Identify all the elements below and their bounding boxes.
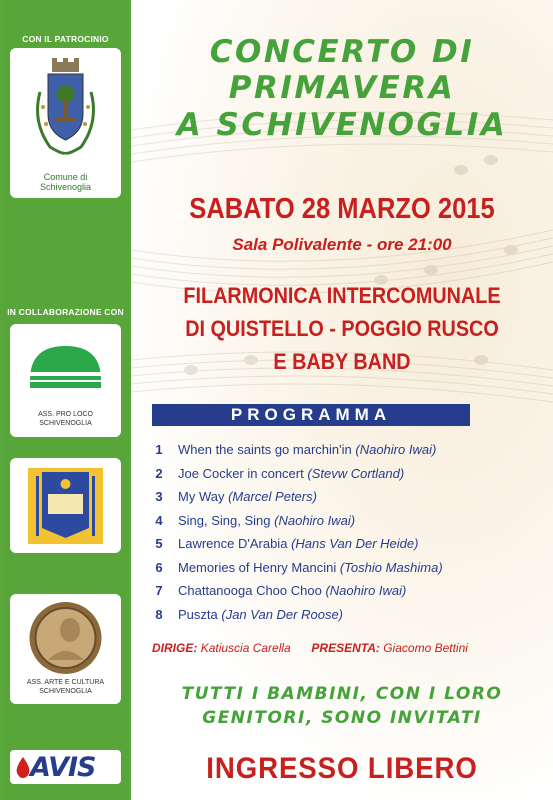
item-song: Lawrence D'Arabia <box>178 536 288 551</box>
band-line-2: DI QUISTELLO - POGGIO RUSCO <box>185 316 499 341</box>
item-number: 3 <box>155 489 163 504</box>
avis-logo <box>10 750 121 784</box>
band-banner-icon <box>10 458 121 553</box>
item-song: Puszta <box>178 606 218 622</box>
title-line-2: PRIMAVERA <box>228 70 456 106</box>
collaborazione-label: IN COLLABORAZIONE CON <box>7 307 124 317</box>
medallion-portrait-icon <box>10 598 121 678</box>
item-song: Memories of Henry Mancini <box>178 559 337 575</box>
title-line-1: CONCERTO DI <box>209 34 475 70</box>
event-venue: Sala Polivalente - ore 21:00 <box>232 235 452 254</box>
proloco-logo <box>10 324 121 437</box>
arte-caption-2: SCHIVENOGLIA <box>39 688 92 695</box>
item-number: 6 <box>155 559 163 575</box>
item-composer: (Jan Van Der Roose) <box>221 606 344 622</box>
item-song: When the saints go marchin'in <box>178 442 352 457</box>
invito-line-2: GENITORI, SONO INVITATI <box>202 708 482 728</box>
comune-logo <box>10 48 121 198</box>
item-number: 8 <box>155 606 163 622</box>
ingresso-libero: INGRESSO LIBERO <box>206 752 478 785</box>
item-composer: (Naohiro Iwai) <box>355 442 437 457</box>
coat-of-arms-icon <box>10 52 121 172</box>
item-composer: (Marcel Peters) <box>228 489 317 504</box>
item-song: Joe Cocker in concert <box>178 465 304 481</box>
patrocinio-label: CON IL PATROCINIO <box>22 34 109 44</box>
band-emblem-logo <box>10 458 121 553</box>
item-song: Sing, Sing, Sing <box>178 512 271 528</box>
dirige-label: DIRIGE: <box>152 641 198 655</box>
item-number: 7 <box>155 583 163 598</box>
item-composer: (Toshio Mashima) <box>339 559 443 575</box>
item-composer: (Stevw Cortland) <box>307 465 405 481</box>
item-number: 1 <box>155 442 163 457</box>
proloco-icon <box>10 334 121 414</box>
proloco-caption-1: ASS. PRO LOCO <box>38 411 93 418</box>
band-line-3: E BABY BAND <box>273 349 411 374</box>
presenta-name: Giacomo Bettini <box>383 641 468 655</box>
invito-line-1: TUTTI I BAMBINI, CON I LORO <box>181 684 503 704</box>
item-number: 2 <box>155 465 163 481</box>
comune-caption-2: Schivenoglia <box>39 182 92 192</box>
event-date: SABATO 28 MARZO 2015 <box>189 193 495 225</box>
avis-logo-text: AVIS <box>30 752 96 783</box>
item-composer: (Naohiro Iwai) <box>274 512 356 528</box>
arte-caption-1: ASS. ARTE E CULTURA <box>26 679 105 686</box>
title-line-3: A SCHIVENOGLIA <box>176 107 508 143</box>
sidebar <box>0 0 131 800</box>
dirige-name: Katiuscia Carella <box>200 641 291 655</box>
comune-caption-1: Comune di <box>43 172 88 182</box>
item-number: 4 <box>155 512 163 528</box>
programma-heading: PROGRAMMA <box>152 404 470 426</box>
item-song: My Way <box>178 489 225 504</box>
item-composer: (Naohiro Iwai) <box>325 583 407 598</box>
item-composer: (Hans Van Der Heide) <box>291 536 419 551</box>
credits-line <box>152 641 552 655</box>
presenta-label: PRESENTA: <box>311 641 380 655</box>
blood-drop-icon <box>15 756 31 780</box>
arte-cultura-logo <box>10 594 121 704</box>
item-number: 5 <box>155 536 163 551</box>
band-line-1: FILARMONICA INTERCOMUNALE <box>183 283 501 308</box>
proloco-caption-2: SCHIVENOGLIA <box>39 420 92 427</box>
item-song: Chattanooga Choo Choo <box>178 583 322 598</box>
